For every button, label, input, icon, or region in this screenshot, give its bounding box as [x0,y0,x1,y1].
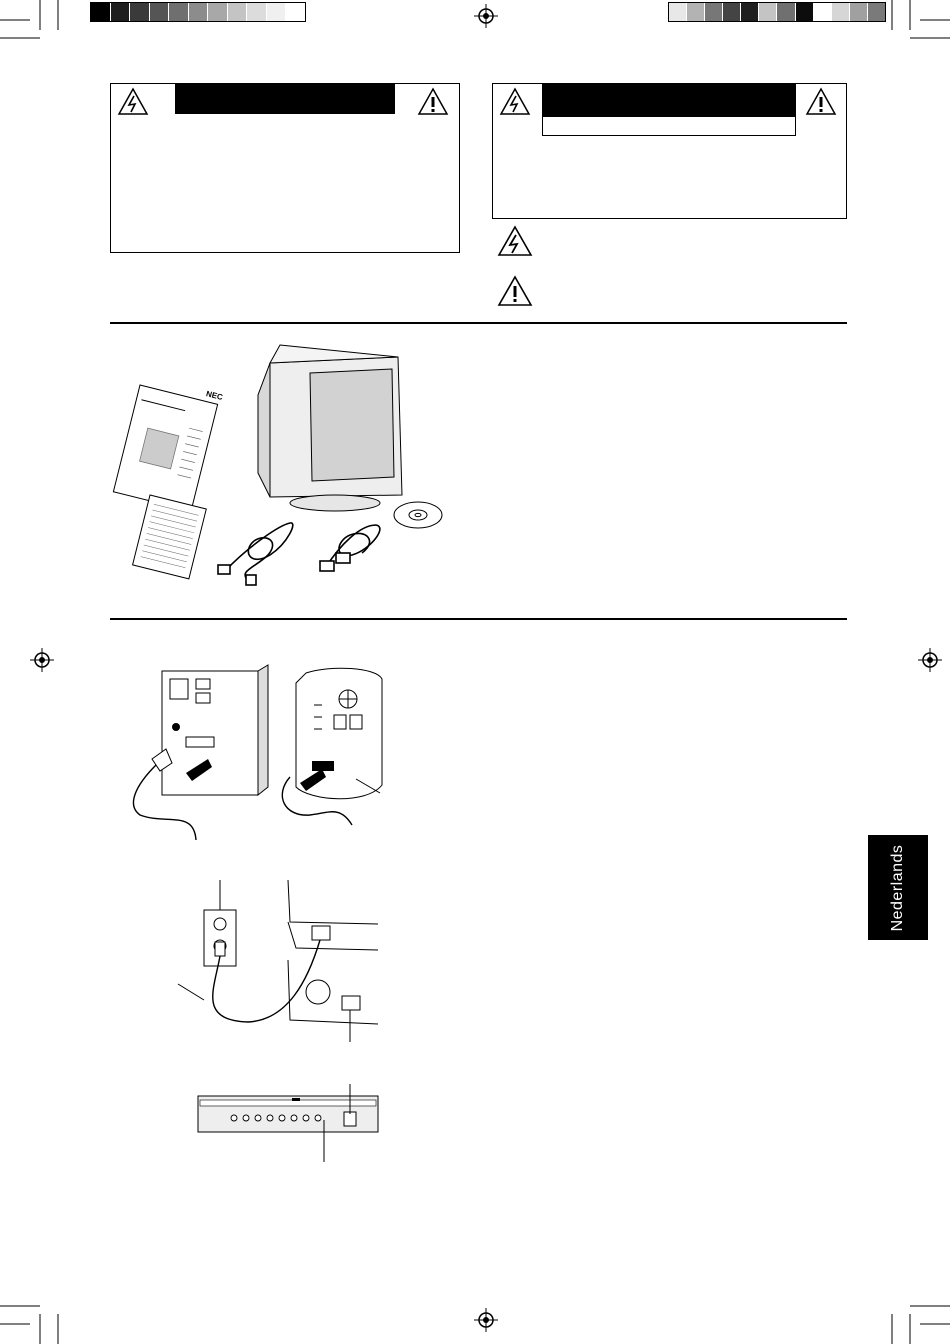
crt-monitor [258,345,402,511]
front-controls-illustration [192,1084,382,1164]
package-contents-illustration [130,345,450,595]
section-divider [110,618,847,620]
registration-crosshair-icon [474,4,498,28]
power-cord [218,523,293,585]
exclamation-warning-icon [418,88,448,115]
language-tab [868,835,928,940]
exclamation-warning-icon [806,88,836,115]
signal-cable [320,525,380,571]
section-divider [110,322,847,324]
power-connection-illustration [178,880,388,1045]
cd-rom-disc [394,502,442,528]
language-tab-label: Nederlands [889,844,906,931]
instruction-sheet [133,495,207,579]
exclamation-warning-icon [498,276,532,306]
lightning-warning-icon [498,226,532,256]
registration-crosshair-icon [474,1308,498,1332]
warning-box-right [492,83,847,219]
warning-box-left [110,83,460,253]
lightning-warning-icon [500,88,530,115]
warning-title-bar [175,84,395,114]
mac-connection-illustration [270,665,390,825]
warning-subtitle-frame [542,116,796,136]
pc-connection-illustration [126,665,276,845]
registration-crosshair-icon [30,648,54,672]
user-manual-booklet [113,385,217,511]
lightning-warning-icon [118,88,148,115]
registration-crosshair-icon [918,648,942,672]
manual-brand-logo: NEC [205,389,224,402]
warning-title-bar [542,84,796,116]
